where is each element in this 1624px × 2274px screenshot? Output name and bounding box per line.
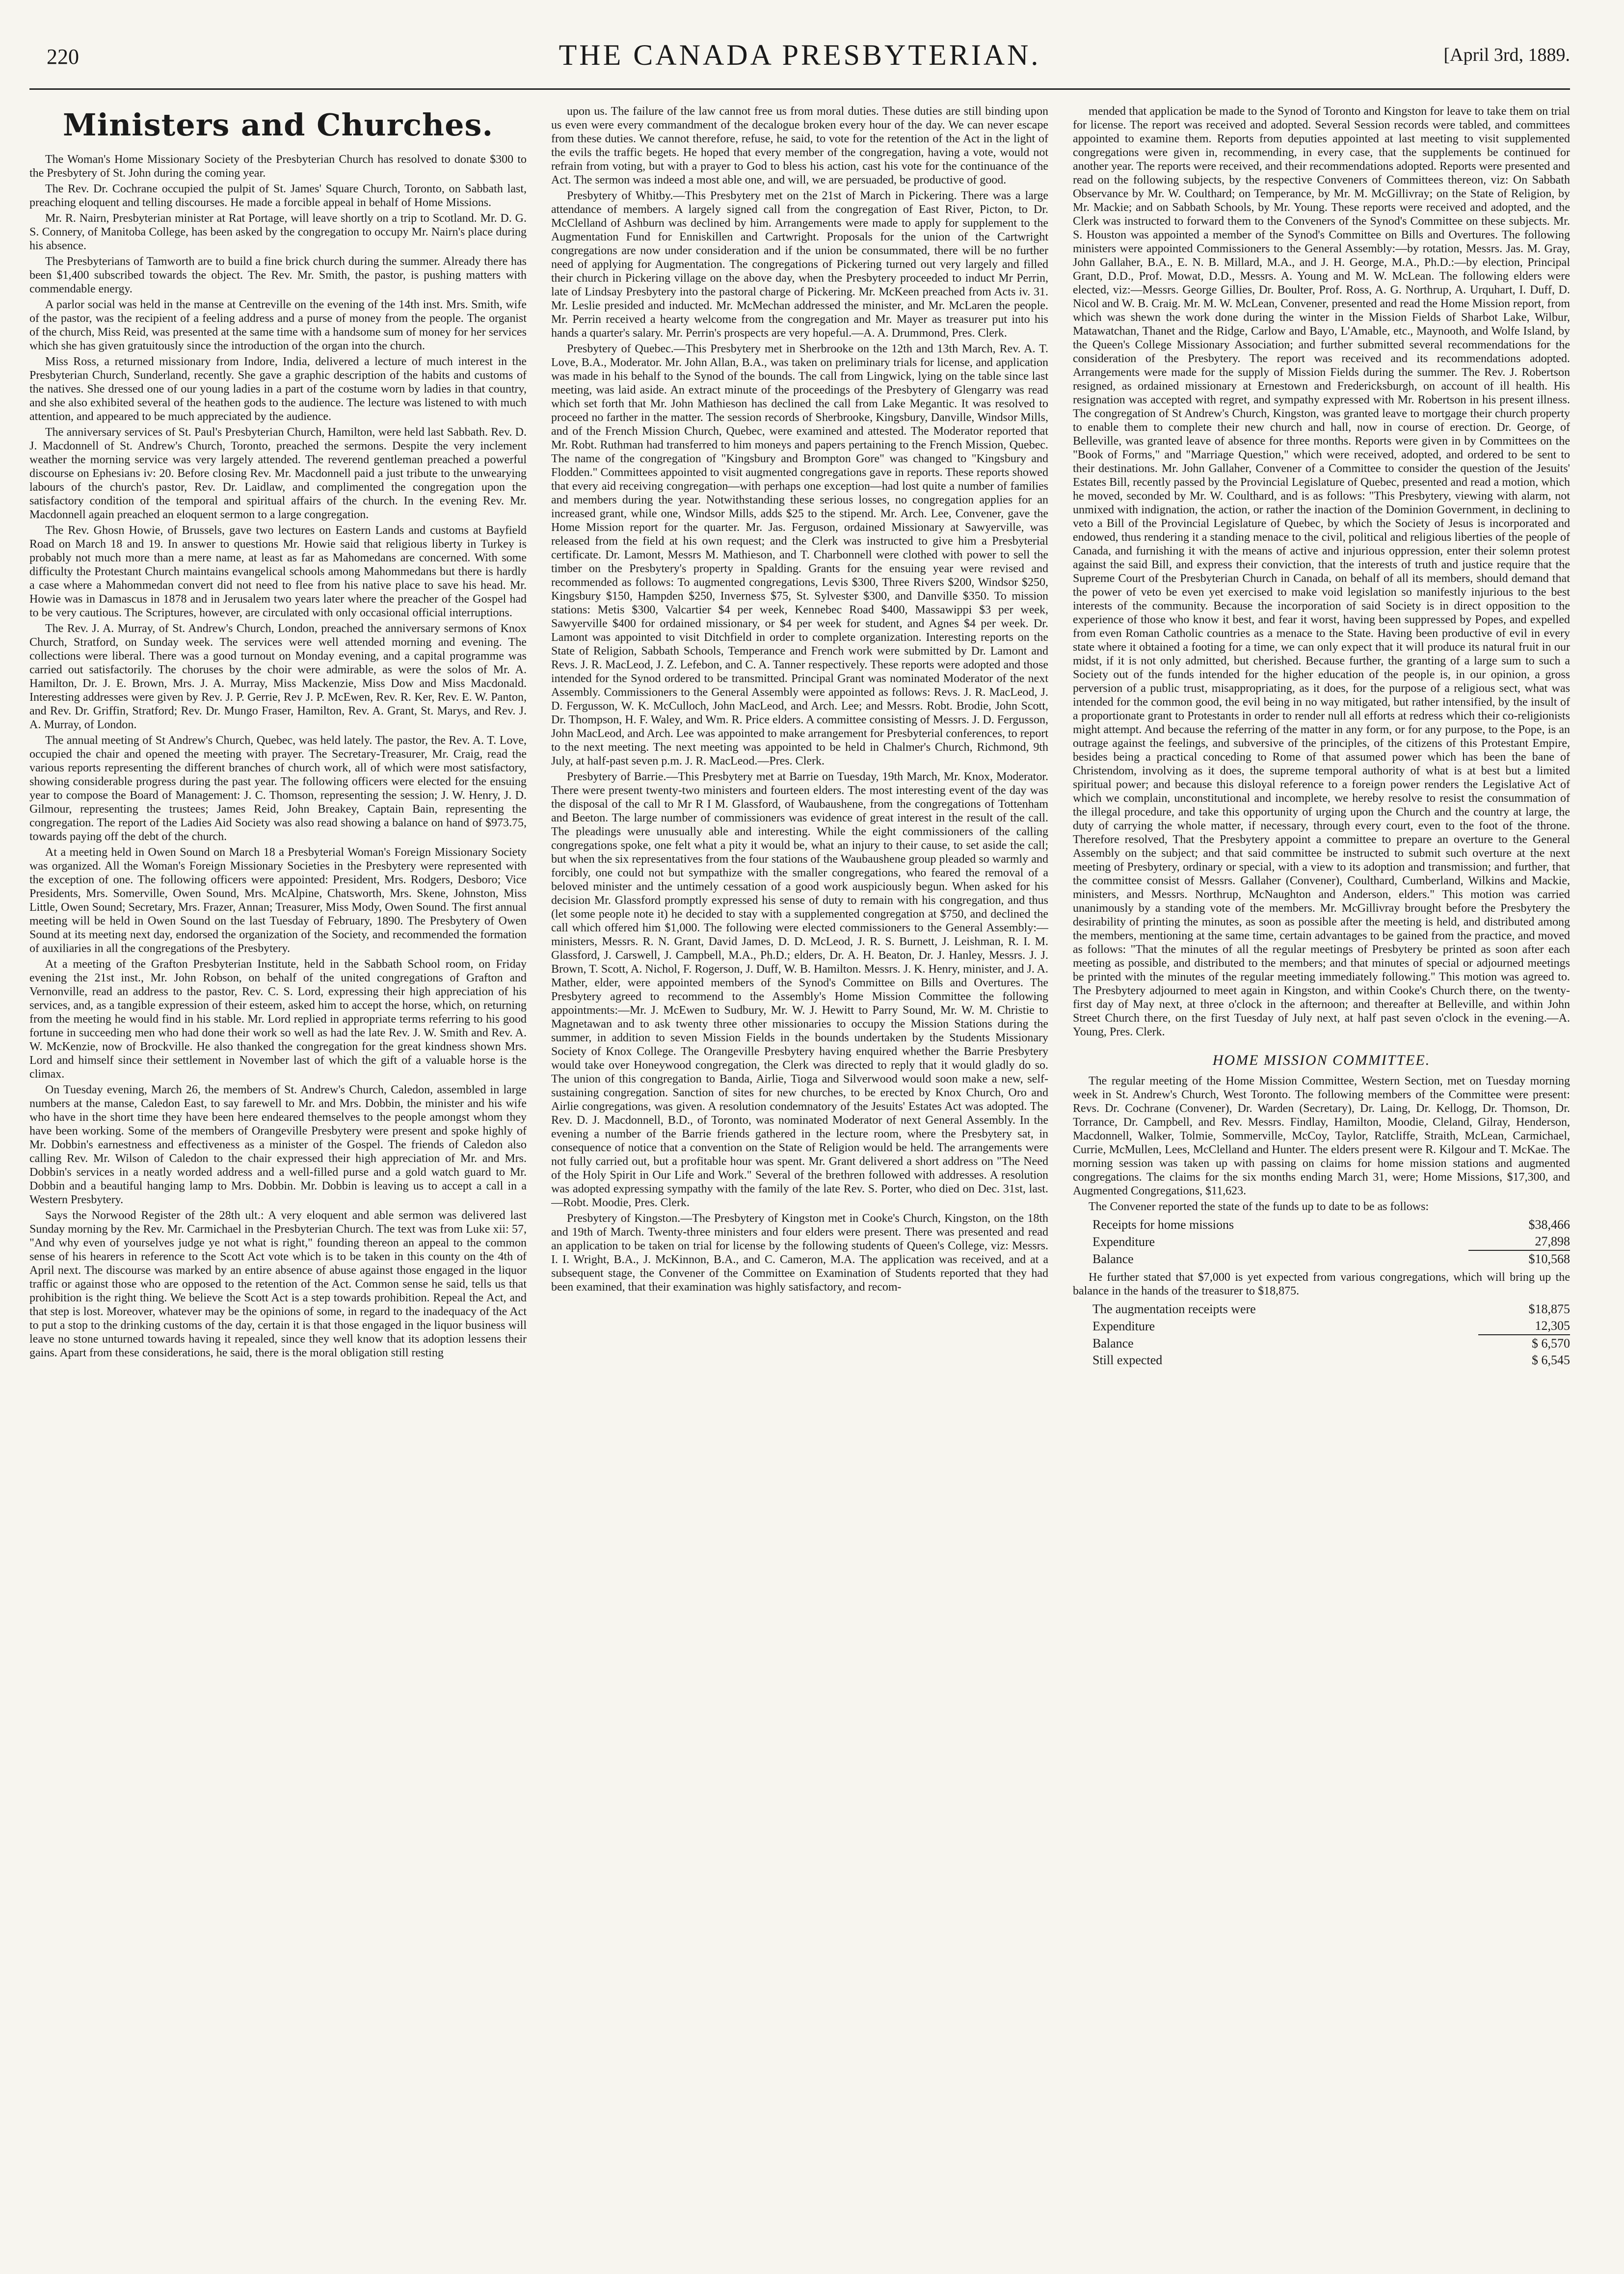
funds-row [1073, 1233, 1570, 1250]
home-mission-heading: HOME MISSION COMMITTEE. [1212, 1052, 1431, 1068]
issue-date: [April 3rd, 1889. [1443, 45, 1570, 65]
article-paragraph: The Rev. Dr. Cochrane occupied the pulpit of St. James' Square Church, Toronto, on Sabbath last, preaching eloquent and telling discourses. He made a forcible appeal in behalf of Home Missions. [29, 183, 527, 209]
funds-row [1073, 1250, 1570, 1268]
home-mission-expected: He further stated that $7,000 is yet expected from various congregations, which will bring up the balance in the hands of the treasurer to $18,875. [1073, 1271, 1570, 1297]
article-paragraph: The anniversary services of St. Paul's Presbyterian Church, Hamilton, were held last Sabbath. Rev. D. J. Macdonnell of St. Andrew's Church, Toronto, preached the sermons. Despite the very inclement weather the morning service was very largely attended. The reverend gentleman preached a powerful discourse on Ephesians iv: 20. Before closing Rev. Mr. Macdonnell paid a just tribute to the unwearying labours of the church's pastor, Rev. Dr. Laidlaw, and complimented the congregation upon the satisfactory condition of the temporal and spiritual affairs of the church. In the evening Rev. Mr. Macdonnell again preached an eloquent sermon to a large congregation. [29, 426, 527, 521]
article-paragraph: At a meeting of the Grafton Presbyterian Institute, held in the Sabbath School room, on Friday evening the 21st inst., Mr. John Robson, on behalf of the united congregations of Grafton and Vernonville, read an address to the pastor, Rev. C. S. Lord, expressing their high appreciation of his services, and, as a tangible expression of their esteem, asked him to accept the horse, which, on returning from the meeting he would find in his stable. Mr. Lord replied in appropriate terms referring to his good fortune in succeeding men who had done their work so well as had the late Rev. J. W. Smith and Rev. A. W. McKenzie, now of Brockville. He also thanked the congregation for the great kindness shown Mrs. Lord and himself since their settlement in November last of which the gift of a valuable horse is the climax. [29, 958, 527, 1081]
funds-row [1073, 1352, 1570, 1369]
funds-label: Balance [1092, 1251, 1134, 1266]
funds-label: Receipts for home missions [1092, 1217, 1234, 1232]
home-mission-funds-table [1073, 1216, 1570, 1268]
article-paragraph: The Woman's Home Missionary Society of the Presbyterian Church has resolved to donate $300 to the Presbytery of St. John during the coming year. [29, 153, 527, 180]
publication-title: THE CANADA PRESBYTERIAN. [559, 39, 1041, 71]
article-paragraph: Presbytery of Quebec.—This Presbytery met in Sherbrooke on the 12th and 13th March, Rev. A. T. Love, B.A., Moderator. Mr. John Allan, B.A., was taken on preliminary trials for license, and application was made in his behalf to the Synod of the bounds. The call from Lingwick, lying on the table since last meeting, was laid aside. An extract minute of the proceedings of the Presbytery of Glengarry was read which set forth that Mr. John Mathieson has declined the call from Lake Megantic. It was resolved to proceed no farther in the matter. The session records of Sherbrooke, Kingsbury, Danville, Windsor Mills, and of the French Mission Church, Quebec, were examined and attested. The Moderator reported that Mr. Robt. Ruthman had transferred to him moneys and papers pertaining to the French Mission, Quebec. The name of the congregation of "Kingsbury and Brompton Gore" was changed to "Kingsbury and Flodden." Committees appointed to visit augmented congregations gave in reports. These reports showed that every aid receiving congregation—with perhaps one exception—had lost quite a number of families and members during the year. Notwithstanding these serious losses, no congregation applies for an increased grant, while one, Windsor Mills, adds $25 to the stipend. Mr. Arch. Lee, Convener, gave the Home Mission report for the quarter. Mr. Jas. Ferguson, ordained Missionary at Sawyerville, was released from the field at his own request; and the Clerk was instructed to give him a Presbyterial certificate. Dr. Lamont, Messrs M. Mathieson, and T. Charbonnell were clothed with power to sell the timber on the Presbytery's property in Spalding. Grants for the ensuing year were revised and recommended as follows: To augmented congregations, Levis $300, Three Rivers $200, Windsor $250, Kingsbury $150, Hampden $250, Inverness $75, St. Sylvester $300, and Danville $350. To mission stations: Metis $300, Valcartier $4 per week, Kennebec Road $400, Massawippi $3 per week, Sawyerville $400 for ordained missionary, or $4 per week for student, and Agnes $4 per week. Dr. Lamont was appointed to visit Ditchfield in order to complete organization. Interesting reports on the State of Religion, Sabbath Schools, Temperance and French work were submitted by Dr. Lamont and Revs. J. R. MacLeod, J. Z. Lefebon, and C. A. Tanner respectively. These reports were adopted and those intended for the Synod ordered to be transmitted. Principal Grant was nominated Moderator of the next Assembly. Commissioners to the General Assembly were appointed as follows: Revs. J. R. MacLeod, J. D. Fergusson, W. K. McCulloch, John MacLeod, and Arch. Lee; and Messrs. Robt. Brodie, John Scott, Dr. Thompson, H. F. Waley, and Wm. R. Price elders. A committee consisting of Messrs. J. D. Fergusson, John MacLeod, and Arch. Lee was appointed to make arrangement for Presbyterial conferences, to report to the next meeting. The next meeting was appointed to be held in Chalmer's Church, Richmond, 9th July, at half-past seven p.m. J. R. MacLeod.—Pres. Clerk. [551, 343, 1048, 767]
funds-amount: $18,875 [1528, 1302, 1570, 1316]
column-3-body [1073, 105, 1570, 1039]
article-paragraph: The Rev. J. A. Murray, of St. Andrew's Church, London, preached the anniversary sermons of Knox Church, Stratford, on Sunday week. The services were well attended morning and evening. The collections were liberal. There was a good turnout on Monday evening, and a capital programme was carried out satisfactorily. The choruses by the choir were admirable, as were the solos of Mr. A. Hamilton, Dr. J. E. Brown, Mrs. J. A. Murray, Miss Mackenzie, Miss Dow and Miss Macdonald. Interesting addresses were given by Rev. J. P. Gerrie, Rev J. P. McEwen, Rev. R. Ker, Rev. E. W. Panton, and Rev. Dr. Griffin, Stratford; Rev. Dr. Mungo Fraser, Hamilton, Rev. A. Grant, St. Marys, and Rev. J. A. Murray, of London. [29, 622, 527, 731]
home-mission-funds-intro: The Convener reported the state of the funds up to date to be as follows: [1089, 1200, 1429, 1213]
column-3 [1073, 105, 1570, 2254]
column-2-body [551, 105, 1048, 1294]
funds-label: Still expected [1092, 1353, 1163, 1367]
funds-label: The augmentation receipts were [1092, 1302, 1256, 1316]
article-paragraph: The annual meeting of St Andrew's Church, Quebec, was held lately. The pastor, the Rev. A. T. Love, occupied the chair and opened the meeting with prayer. The Secretary-Treasurer, Mr. Craig, read the various reports representing the different branches of church work, all of which were most satisfactory, showing considerable progress during the past year. The following officers were elected for the ensuing year to compose the Board of Management: J. C. Thomson, representing the session; J. W. Henry, J. D. Gilmour, representing the trustees; James Reid, John Breakey, Captain Bain, representing the congregation. The report of the Ladies Aid Society was also read showing a balance on hand of $973.75, towards paying off the debt of the church. [29, 734, 527, 843]
article-paragraph: Presbytery of Barrie.—This Presbytery met at Barrie on Tuesday, 19th March, Mr. Knox, Moderator. There were present twenty-two ministers and fourteen elders. The most interesting event of the day was the disposal of the call to Mr R I M. Glassford, of Waubaushene, from the congregations of Tottenham and Beeton. The large number of commissioners was evidence of great interest in the result of the call. The pleadings were unusually able and interesting. While the eight commissioners of the calling congregations spoke, one felt what a pity it would be, what an injury to their cause, to set aside the call; but when the six representatives from the four stations of the Waubaushene group pleaded so warmly and forcibly, one could not but sympathize with the smaller congregations, who feared the removal of a beloved minister and the untimely cessation of a good work auspiciously begun. When asked for his decision Mr. Glassford promptly expressed his sense of duty to remain with his congregation, and thus (let some people note it) he decided to stay with a supplemented congregation at $750, and declined the call which offered him $1,000. The following were elected commissioners to the General Assembly:—ministers, Messrs. R. N. Grant, David James, D. D. McLeod, J. R. S. Burnett, J. Leishman, R. I. M. Glassford, J. Carswell, J. Campbell, M.A., Ph.D.; elders, Dr. A. H. Beaton, Dr. J. Hanley, Messrs. J. J. Brown, T. Scott, A. Nichol, F. Rogerson, J. Duff, W. B. Hamilton. Messrs. J. K. Henry, minister, and J. A. Mather, elder, were appointed members of the Synod's Committee on Bills and Overtures. The Presbytery agreed to recommend to the Assembly's Home Mission Committee the following appointments:—Mr. J. McEwen to Sudbury, Mr. W. J. Hewitt to Parry Sound, Mr. W. M. Christie to Magnetawan and to ask twenty three other missionaries to occupy the Mission Stations during the summer, in addition to seven Mission Fields in the bounds undertaken by the Students Missionary Society of Knox College. The Orangeville Presbytery having enquired whether the Barrie Presbytery would take over Honeywood congregation, the Clerk was directed to reply that it would gladly do so. The union of this congregation to Banda, Airlie, Tioga and Silverwood would soon make a new, self-sustaining congregation. Sanction of sites for new churches, to be erected by Knox Church, Oro and Airlie congregations, was given. A resolution condemnatory of the Jesuits' Estates Act was adopted. The Rev. D. J. Macdonnell, B.D., of Toronto, was nominated Moderator of next General Assembly. In the evening a number of the Barrie friends gathered in the lecture room, where the Presbytery sat, in consequence of notice that a convention on the State of Religion would be held. The arrangements were not fully carried out, but a profitable hour was spent. Mr. Grant delivered a short address on "The Need of the Holy Spirit in Our Life and Work." Several of the brethren followed with addresses. A resolution was adopted expressing sympathy with the family of the late Rev. S. Porter, who died on Dec. 31st, last.—Robt. Moodie, Pres. Clerk. [551, 770, 1048, 1209]
funds-amount: 12,305 [1535, 1319, 1570, 1333]
page-header [29, 34, 1570, 90]
article-paragraph: Says the Norwood Register of the 28th ult.: A very eloquent and able sermon was delivered last Sunday morning by the Rev. Mr. Carmichael in the Presbyterian Church. The text was from Luke xii: 57, "And why even of yourselves judge ye not what is right," founding thereon an appeal to the common sense of his hearers in reference to the Scott Act vote which is to be taken in this county on the 4th of April next. The discourse was marked by an entire absence of abuse against those engaged in the liquor traffic or against those who are opposed to the retention of the Act. Common sense he said, tells us that prohibition is the right thing. We believe the Scott Act is a step towards prohibition. Repeal the Act, and that step is lost. Moreover, whatever may be the opinions of some, in regard to the inadequacy of the Act to put a stop to the drinking customs of the day, certain it is that those engaged in the liquor business will leave no stone unturned towards having it repealed, since they well know that its adoption lessens their gains. Apart from these considerations, he said, there is the moral obligation still resting [29, 1209, 527, 1359]
home-mission-paragraph: The regular meeting of the Home Mission Committee, Western Section, met on Tuesday morning week in St. Andrew's Church, West Toronto. The following members of the Committee were present: Revs. Dr. Cochrane (Convener), Dr. Warden (Secretary), Dr. Laing, Dr. Kellogg, Dr. Thomson, Dr. Torrance, Dr. Campbell, and Rev. Messrs. Findlay, Hamilton, Moodie, Cleland, Gilray, Henderson, Macdonnell, Walker, Tolmie, Sommerville, McCoy, Taylor, Ratcliffe, Straith, McLean, Carmichael, Currie, McMullen, Lees, McClelland and Hunter. The elders present were R. Kilgour and T. McKae. The morning session was taken up with passing on claims for home mission stations and augmented congregations. The claims for the six months ending March 31, were; Home Missions, $17,300, and Augmented Congregations, $11,623. [1073, 1075, 1570, 1197]
funds-row [1073, 1216, 1570, 1233]
article-paragraph: upon us. The failure of the law cannot free us from moral duties. These duties are still binding upon us even were every commandment of the decalogue broken every hour of the day. We can never escape from these duties. We cannot therefore, refuse, he said, to vote for the retention of the Act in the light of the evils the traffic begets. He hoped that every member of the congregation, having a vote, would not refrain from voting, but with a prayer to God to bless his action, cast his vote for the continuance of the Act. The sermon was indeed a most able one, and will, we are persuaded, be productive of good. [551, 105, 1048, 186]
funds-row [1073, 1318, 1570, 1335]
funds-amount: $10,568 [1468, 1250, 1570, 1268]
funds-label: Expenditure [1092, 1319, 1155, 1333]
funds-amount: $38,466 [1528, 1217, 1570, 1232]
article-paragraph: mended that application be made to the Synod of Toronto and Kingston for leave to take them on trial for license. The report was received and adopted. Several Session records were tabled, and committees appointed to examine them. Reports from deputies appointed at last meeting to visit supplemented congregations were given in, recommending, in every case, that the supplements be continued for another year. The reports were received, and their recommendations adopted. Reports were presented and read on the following subjects, by the respective Conveners of Committees thereon, viz: On Sabbath Observance by Mr. W. Coulthard; on Temperance, by Mr. M. McGillivray; on the State of Religion, by Mr. Mackie; and on Sabbath Schools, by Mr. Young. These reports were received and adopted, and the Clerk was instructed to forward them to the Conveners of the Synod's Committee on these subjects. Mr. S. Houston was appointed a member of the Synod's Committee on Bills and Overtures. The following ministers were appointed Commissioners to the General Assembly:—by rotation, Messrs. Jas. M. Gray, John Gallaher, B.A., E. N. B. Millard, M.A., and J. H. George, M.A., Ph.D.:—by election, Principal Grant, D.D., Prof. Mowat, D.D., Messrs. A. Young and M. W. McLean. The following elders were elected, viz:—Messrs. George Gillies, Dr. Boulter, Prof. Ross, A. G. Northrup, A. Urquhart, I. Duff, D. Nicol and W. B. Craig. Mr. M. W. McLean, Convener, presented and read the Home Mission report, from which was shewn the work done during the winter in the Mission Fields of Sharbot Lake, Wilbur, Matawatchan, Thanet and the Ridge, Carlow and Bayo, L'Amable, etc., Maynooth, and Wolfe Island, by the Queen's College Missionary Association; and further submitted several recommendations for the consideration of the Presbytery. The report was received and its recommendations adopted. Arrangements were made for the supply of Mission Fields during the summer. The Rev. J. Robertson resigned, as ordained missionary at Ernestown and Fredericksburgh, on account of ill health. His resignation was accepted with regret, and sympathy expressed with Mr. Robertson in his present illness. The congregation of St Andrew's Church, Kingston, was granted leave to mortgage their church property to enable them to complete their new church and hall, now in course of erection. Dr. George, of Belleville, was granted leave of absence for three months. Reports were given in by Committees on the "Book of Forms," and "Marriage Question," which were received, adopted, and ordered to be sent to their destinations. Mr. John Gallaher, Convener of a Committee to consider the question of the Jesuits' Estates Bill, recently passed by the Provincial Legislature of Quebec, presented and read a motion, which he moved, seconded by Mr. W. Coulthard, and is as follows: "This Presbytery, viewing with alarm, not unmixed with indignation, the action, or rather the inaction of the Dominion Government, in declining to veto a Bill of the Provincial Legislature of Quebec, by which the Society of Jesus is incorporated and endowed, thus rendering it a standing menace to the civil, political and religious liberties of the people of Canada, and furnishing it with the means of active and injurious oppression, enter their solemn protest against the said Bill, and express their conviction, that the interests of truth and justice require that the Supreme Court of the Presbyterian Church in Canada, on behalf of all its members, should demand that the power of veto be even yet exercised to make void legislation so manifestly injurious to the best interests of the community. Because the incorporation of said Society is in direct opposition to the experience of those who know it best, and fear it worst, having been suppressed by Popes, and expelled from even Roman Catholic countries as a menace to the State. Having been productive of evil in every state where it obtained a footing for a time, we can only expect that it will produce its natural fruit in our midst, if it is not only admitted, but cherished. Because further, the granting of a large sum to such a Society out of the funds intended for the higher education of the people is, in our opinion, a gross perversion of a public trust, misappropriating, as it does, for the purpose of a religious sect, what was intended for the common good, the evil being in no way mitigated, but rather intensified, by the insult of a proportionate grant to Protestants in order to render null all efforts at redress which their co-religionists might attempt. And because the referring of the matter in any form, or for any purpose, to the Pope, is an outrage against the feelings, and subversive of the principles, of the citizens of this Protestant Empire, besides being a practical conceding to Rome of that assumed power which has been the bane of Christendom, involving as it does, the supreme temporal authority of what is at best but a limited spiritual power; and because this disloyal reference to a foreign power renders the Legislative Act of which we complain, unconstitutional and incomplete, we hereby resolve to resist the consummation of the illegal procedure, and take this opportunity of urging upon the Church and the country at large, the duty of carrying the whole matter, if necessary, through every court, even to the foot of the throne. Therefore resolved, That the Presbytery appoint a committee to prepare an overture to the General Assembly on the subject; and that said committee be instructed to submit such overture at the next meeting of Presbytery, ordinary or special, with a view to its adoption and transmission; and further, that the committee consist of Messrs. Gallaher (Convener), Coulthard, Cumberland, Wilkins and Mackie, ministers, and Messrs. Northrup, McNaughton and Anderson, elders." This motion was carried unanimously by a standing vote of the members. Mr. McGillivray brought before the Presbytery the desirability of printing the minutes, as soon as possible after the meeting is held, and distributed among the members, mentioning at the same time, certain advantages to be gained from the practice, and moved as follows: "That the minutes of all the regular meetings of Presbytery be printed as soon after each meeting as possible, and distributed to the members; and that minutes of special or adjourned meetings be printed with the minutes of the regular meeting immediately following." This motion was agreed to. The Presbytery adjourned to meet again in Kingston, and within Cooke's Church there, on the twenty-first day of May next, at three o'clock in the afternoon; and thereafter at Belleville, and within John Street Church there, on the first Tuesday of July next, at half past seven o'clock in the evening.—A. Young, Pres. Clerk. [1073, 105, 1570, 1038]
article-paragraph: The Presbyterians of Tamworth are to build a fine brick church during the summer. Already there has been $1,400 subscribed towards the object. The Rev. Mr. Smith, the pastor, is pushing matters with commendable energy. [29, 255, 527, 295]
funds-label: Expenditure [1092, 1234, 1155, 1249]
article-paragraph: A parlor social was held in the manse at Centreville on the evening of the 14th inst. Mrs. Smith, wife of the pastor, was the recipient of a feeling address and a purse of money from the people. The organist of the church, Miss Reid, was presented at the same time with a handsome sum of money for her services which she has given gratuitously since the introduction of the organ into the church. [29, 298, 527, 352]
article-paragraph: The Rev. Ghosn Howie, of Brussels, gave two lectures on Eastern Lands and customs at Bayfield Road on March 18 and 19. In answer to questions Mr. Howie said that religious liberty in Turkey is probably not much more than a mere name, at least as far as Mahomedans are concerned. With some difficulty the Protestant Church maintains evangelical schools among Mahommedans but there is hardly a case where a Mahommedan convert did not need to flee from his native place to save his head. Mr. Howie was in Damascus in 1878 and in Jerusalem two years later where the preacher of the Gospel had to be very cautious. The Scriptures, however, are circulated with only occasional official interruptions. [29, 524, 527, 619]
article-paragraph: Presbytery of Whitby.—This Presbytery met on the 21st of March in Pickering. There was a large attendance of members. A largely signed call from the congregation of East River, Picton, to Dr. McClelland of Ashburn was declined by him. Arrangements were made to apply for supplement to the Augmentation Fund for Enniskillen and Cartwright. Proposals for the union of the Cartwright congregations are now under consideration and if the union be consummated, there will be no further need of applying for Augmentation. The congregations of Pickering turned out very largely and filled their church in Pickering village on the above day, when the Presbytery proceeded to induct Mr Perrin, late of Lindsay Presbytery into the pastoral charge of Pickering. Mr. McKeen preached from Acts iv. 31. Mr. Leslie presided and inducted. Mr. McMechan addressed the minister, and Mr. McLaren the people. Mr. Perrin received a hearty welcome from the congregation and Mr. Mayer as treasurer put into his hands a quarter's salary. Mr. Perrin's prospects are very hopeful.—A. A. Drummond, Pres. Clerk. [551, 189, 1048, 340]
article-columns [29, 105, 1570, 2254]
article-paragraph: On Tuesday evening, March 26, the members of St. Andrew's Church, Caledon, assembled in large numbers at the manse, Caledon East, to say farewell to Mr. and Mrs. Dobbin, the minister and his wife who have in the short time they have been here endeared themselves to the people amongst whom they have been working. Some of the members of Orangeville Presbytery were present and spoke highly of Mr. Dobbin's earnestness and effectiveness as a minister of the Gospel. The friends of Caledon also calling Rev. Mr. Wilson of Caledon to the chair expressed their high appreciation of Mr. and Mrs. Dobbin's services in a neatly worded address and a well-filled purse and a gold watch guard to Mr. Dobbin and a beautiful hanging lamp to Mrs. Dobbin. Mr. Dobbin is leaving us to accept a call in a Western Presbytery. [29, 1084, 527, 1206]
funds-row [1073, 1335, 1570, 1352]
page-number: 220 [47, 45, 79, 69]
column-2 [551, 105, 1048, 2254]
article-paragraph: At a meeting held in Owen Sound on March 18 a Presbyterial Woman's Foreign Missionary Society was organized. All the Woman's Foreign Missionary Societies in the Presbytery were represented with the exception of one. The following officers were appointed: President, Mrs. Rodgers, Desboro; Vice Presidents, Mrs. Somerville, Owen Sound, Mrs. McAlpine, Chatsworth, Mrs. Skene, Johnston, Miss Little, Owen Sound; Secretary, Mrs. Frazer, Annan; Treasurer, Miss Mody, Owen Sound. The first annual meeting will be held in Owen Sound on the last Tuesday of February, 1890. The Presbytery of Owen Sound at its meeting next day, endorsed the organization of the Society, and recommended the formation of auxiliaries in all the congregations of the Presbytery. [29, 846, 527, 955]
augmentation-funds-table [1073, 1301, 1570, 1369]
section-heading: Ministers and Churches. [62, 107, 494, 143]
article-paragraph: Presbytery of Kingston.—The Presbytery of Kingston met in Cooke's Church, Kingston, on the 18th and 19th of March. Twenty-three ministers and four elders were present. There was presented and read an application to be taken on trial for license by the following students of Queen's College, viz: Messrs. I. I. Wright, B.A., J. McKinnon, B.A., and C. Cameron, M.A. The application was received, and at a subsequent stage, the Convener of the Committee on Examination of Students reported that they had been examined, that their examination was highly satisfactory, and recom- [551, 1212, 1048, 1294]
funds-row [1073, 1301, 1570, 1318]
funds-amount: $ 6,570 [1478, 1335, 1570, 1352]
funds-label: Balance [1092, 1336, 1134, 1350]
article-paragraph: Miss Ross, a returned missionary from Indore, India, delivered a lecture of much interest in the Presbyterian Church, Sunderland, recently. She gave a graphic description of the habits and customs of the natives. She dressed one of our young ladies in a part of the costume worn by ladies in that country, and she also exhibited several of the heathen gods to the audience. The lecture was listened to with much attention, and appeared to be much appreciated by the audience. [29, 355, 527, 423]
article-paragraph: Mr. R. Nairn, Presbyterian minister at Rat Portage, will leave shortly on a trip to Scotland. Mr. D. G. S. Connery, of Manitoba College, has been asked by the congregation to occupy Mr. Nairn's place during his absence. [29, 212, 527, 252]
column-1 [29, 105, 527, 2254]
funds-amount: $ 6,545 [1532, 1353, 1570, 1367]
column-1-body [29, 153, 527, 1360]
funds-amount: 27,898 [1535, 1234, 1570, 1248]
